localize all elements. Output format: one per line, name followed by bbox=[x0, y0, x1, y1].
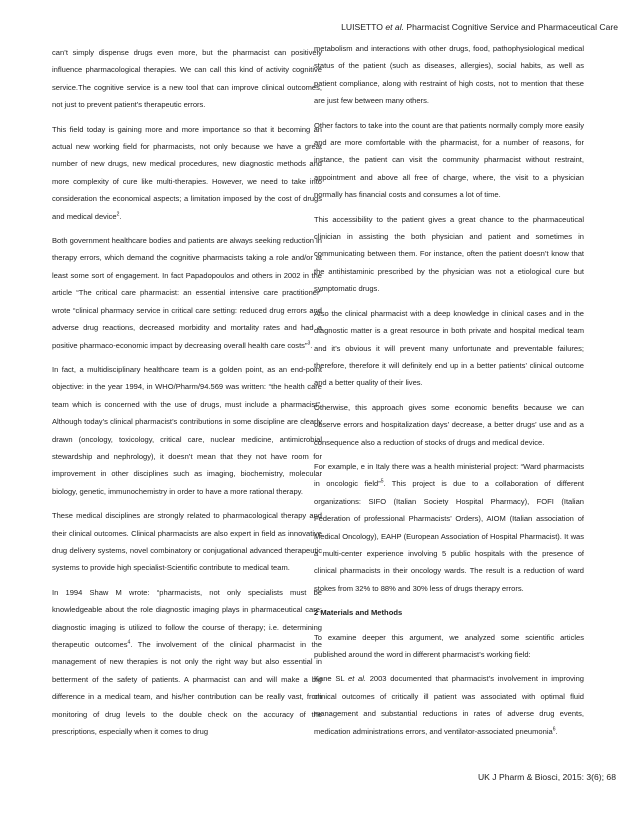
citation-ref: 3 bbox=[307, 339, 311, 346]
paragraph: Both government healthcare bodies and patients are always seeking reduction in therapy errors, which demand the cognitive pharmacists taking a role and/or at least some sort of engagement. In fact Papadopoulos and others in 2002 in the article “The critical care pharmacist: an essential intensive care practitioner” wrote “clinical pharmacy service in critical care setting: reduced drug errors and adverse drug reactions, decreased morbidity and mortality rates and had a positive pharmaco-economic impact by decreasing overall health care costs”$^3$. bbox=[52, 236, 322, 350]
paragraph: This accessibility to the patient gives a great chance to the pharmaceutical clinician in assisting the both physician and patient and sometimes in communicating between them. For instance, often the patient doesn’t know that the antihistaminic prescribed by the physician was not a etiological cure but symptomatic drugs. bbox=[314, 214, 584, 294]
section-heading: 2 Materials and Methods bbox=[314, 608, 403, 618]
right-column bbox=[314, 23, 584, 747]
paragraph: These medical disciplines are strongly related to pharmacological therapy and their clinical outcomes. Clinical pharmacists are also expert in field as innovative drug delivery systems, novel combinatory or conjugational advanced therapeutic systems to provide high specialist-Scientific contribute to medical team. bbox=[52, 511, 322, 573]
paragraph: This field today is gaining more and more importance so that it becoming an actual new working field for pharmacists, not only because we have a great number of new drugs, new medical procedures, new diagnostic methods and more complexity of cure like multi-therapies. However, we need to take into consideration the economical aspects; a limitation imposed by the cost of drugs and medical device$^2$. bbox=[52, 124, 322, 221]
paragraph: Other factors to take into the count are that patients normally comply more easily and are more comfortable with the pharmacist, for a number of reasons, for instance, the patient can visit the community pharmacist without restraint, appointment and above all free of charge, where, the visit to a physician normally has financial costs and consumes a lot of time. bbox=[314, 120, 584, 200]
header-title: Pharmacist Cognitive Service and Pharmaceutical Care bbox=[406, 22, 618, 32]
left-column bbox=[52, 44, 322, 747]
citation-ref: 2 bbox=[116, 211, 120, 218]
page-footer: UK J Pharm & Biosci, 2015: 3(6); 68 bbox=[477, 772, 616, 782]
paragraph: Otherwise, this approach gives some economic benefits because we can observe errors and hospitalization days’ decrease, a better drugs’ use and as a consequence also a reduction of stocks of drugs and medical device. bbox=[314, 402, 584, 447]
paragraph: can’t simply dispense drugs even more, but the pharmacist can positively influence pharmacological therapies. We can call this kind of activity cognitive service.The cognitive service is a new tool that can improve clinical outcomes, not just to prevent patient’s therapeutic errors. bbox=[52, 48, 322, 110]
citation-ref: 5 bbox=[380, 478, 384, 485]
paragraph: To examine deeper this argument, we analyzed some scientific articles published around the word in different pharmacist’s working field: bbox=[314, 632, 584, 659]
citation-ref: 4 bbox=[127, 639, 131, 646]
header-authors: LUISETTO bbox=[341, 22, 383, 32]
paragraph: In 1994 Shaw M wrote: “pharmacists, not only specialists must be knowledgeable about the role diagnostic imaging plays in pharmaceutical care; diagnostic imaging is utilized to follow the course of therapy; i.e. determining therapeutic outcomes$^4$. The involvement of the clinical pharmacist in the management of new therapies is not only the right way but also essential in betterment of the safety of patients. A pharmacist can and will make a big difference in a medical team, and his/her contribution can be really vast, from monitoring of drug levels to the double check on the accuracy of the prescriptions, especially when it comes to drug bbox=[52, 587, 323, 737]
paragraph: metabolism and interactions with other drugs, food, pathophysiological medical status of the patient (such as diseases, allergies), social habits, as well as patient compliance, along with restraint of high costs, not to mention that these are just few between many others. bbox=[314, 44, 584, 106]
paragraph: In fact, a multidisciplinary healthcare team is a golden point, as an end-point objective: in the year 1994, in WHO/Pharm/94.569 was written: “the health care team which is concerned with the use of drugs, must include a pharmacist”. Although today’s clinical pharmacist’s contributions in some discipline are clearly drawn (oncology, toxicology, critical care, nuclear medicine, antimicrobial stewardship and nephrology), it doesn’t mean that they not have room for improvement in other disciplines such as imaging, biochemistry, molecular biology, genetic, immunochemistry in order to have a more rational therapy. bbox=[52, 364, 322, 496]
paragraph: Also the clinical pharmacist with a deep knowledge in clinical cases and in the diagnostic matter is a great resource in both private and hospital medical team and it’s obvious it will prevent many unfortunate and preventable failures; therefore, therefore it will definitely end up in a better patients’ clinical outcome and a better quality of their lives. bbox=[314, 308, 584, 388]
paragraph: For example, e in Italy there was a health ministerial project: “Ward pharmacists in oncologic field”$^5$. This project is due to a collaboration of different organizations: SIFO (Italian Society Hospital Pharmacy), FOFI (Italian Federation of professional Pharmacists’ Orders), AIOM (Italian association of Medical Oncology), EAHP (European Association of Hospital Pharmacist). It was a multi-center experience involving 5 public hospitals with the presence of clinical pharmacists in their oncology wards. The result is a reduction of ward stokes from 32% to 88% and 30% less of drugs therapy errors. bbox=[314, 461, 584, 593]
citation-ref: 6 bbox=[552, 726, 556, 733]
paragraph: Kane SL et al. 2003 documented that pharmacist’s involvement in improving clinical outcomes of critically ill patient was associated with optimal fluid management and substantial reductions in rates of adverse drug events, medication administrations errors, and ventilator-associated pneumonia$^6$. bbox=[314, 674, 584, 736]
header-etal: et al. bbox=[385, 22, 404, 32]
